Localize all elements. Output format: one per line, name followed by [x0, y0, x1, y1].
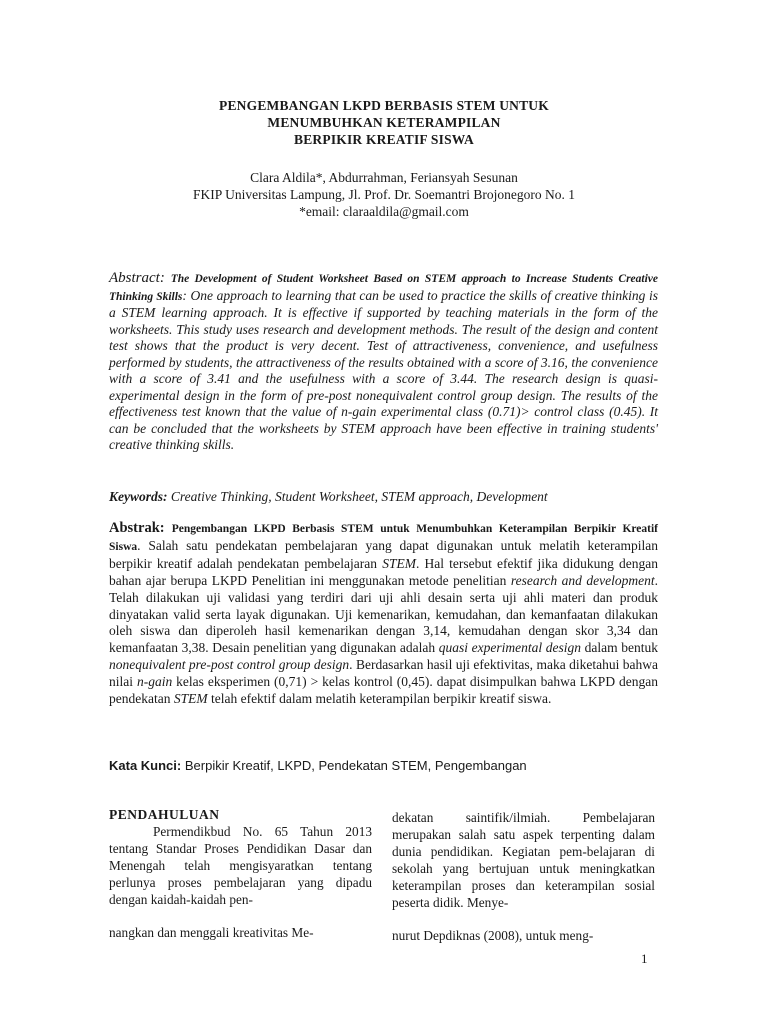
abstract-english [109, 270, 658, 454]
abstrak-quasi-design: quasi experimental design [438, 640, 581, 656]
kata-kunci-text: Berpikir Kreatif, LKPD, Pendekatan STEM, Pengembangan [184, 758, 527, 773]
abstrak-text-5: . Berdasarkan hasil uji efektivitas, maka diketahui bahwa nilai [109, 657, 658, 690]
authors: Clara Aldila*, Abdurrahman, Feriansyah Sesunan [250, 170, 518, 185]
abstract-label: Abstract: [109, 270, 165, 286]
abstrak-ngain: n-gain [136, 674, 173, 690]
email: *email: claraaldila@gmail.com [299, 204, 469, 219]
section-heading: PENDAHULUAN [109, 807, 220, 822]
abstrak-text-2: . Hal tersebut efektif jika didukung dengan bahan ajar berupa LKPD Penelitian ini menggunakan metode penelitian [109, 555, 658, 588]
abstract-title: The Development of Student Worksheet Based on STEM approach to Increase Students Creative Thinking Skills [109, 273, 659, 303]
body-paragraph-left-1: Permendikbud No. 65 Tahun 2013 tentang Standar Proses Pendidikan Dasar dan Menengah telah mengisyaratkan tentang perlunya proses pembelajaran yang dipadu dengan kaidah-kaidah pen- [109, 824, 372, 907]
keywords-indonesian [109, 757, 658, 774]
abstrak-stem-2: STEM [173, 691, 208, 707]
abstrak-text-6: kelas eksperimen (0,71) > kelas kontrol (0,45). dapat disimpulkan bahwa LKPD dengan pendekatan [109, 674, 659, 707]
abstrak-text-1: . Salah satu pendekatan pembelajaran yang dapat digunakan untuk melatih keterampilan berpikir kreatif adalah pendekatan pembelajaran [109, 537, 658, 571]
body-paragraph-right-1: dekatan saintifik/ilmiah. Pembelajaran merupakan salah satu aspek terpenting dalam dunia pendidikan. Kegiatan pem-belajaran di sekolah yang bertujuan untuk meningkatkan keterampilan proses dan keterampilan sosial peserta didik. Menye- [392, 810, 655, 910]
keywords-english [109, 488, 658, 505]
kata-kunci-label: Kata Kunci: [109, 758, 182, 773]
abstrak-stem-1: STEM [382, 555, 416, 571]
keywords-label: Keywords: [109, 489, 168, 504]
abstrak-control-design: nonequivalent pre-post control group design [109, 657, 350, 673]
column-gap [392, 911, 655, 927]
abstrak-text-4: dalam bentuk [581, 640, 658, 656]
keywords-text: Creative Thinking, Student Worksheet, STEM approach, Development [170, 489, 548, 504]
page-number: 1 [641, 951, 648, 966]
body-column-right [392, 809, 655, 944]
paper-title-line-1: PENGEMBANGAN LKPD BERBASIS STEM UNTUK [219, 98, 549, 113]
abstrak-title: Pengembangan LKPD Berbasis STEM untuk Menumbuhkan Keterampilan Berpikir Kreatif Siswa [109, 523, 658, 553]
abstract-body: : One approach to learning that can be used to practice the skills of creative thinking is a STEM learning approach. It is effective if supported by teaching materials in the form of the worksheets. This study uses research and development methods. The result of the design and content test shows that the product is very decent. Test of attractiveness, convenience, and usefulness performed by students, the attractiveness of the results obtained with a score of 3.16, the convenience with a score of 3.41 and the usefulness with a score of 3.44. The research design is quasi-experimental design in the form of pre-post nonequivalent control group design. The results of the effectiveness test known that the value of n-gain experimental class (0.71)> control class (0.45). It can be concluded that the worksheets by STEM approach have been effective in training students' creative thinking skills. [109, 287, 658, 452]
column-gap [109, 908, 372, 924]
abstrak-label: Abstrak: [109, 520, 165, 536]
body-paragraph-left-2: nangkan dan menggali kreativitas Me- [109, 925, 314, 940]
affiliation: FKIP Universitas Lampung, Jl. Prof. Dr. Soemantri Brojonegoro No. 1 [193, 187, 575, 202]
body-column-left [109, 806, 372, 941]
abstrak-rnd: research and development [510, 572, 655, 588]
paper-title-line-3: BERPIKIR KREATIF SISWA [294, 132, 474, 147]
body-paragraph-right-2: nurut Depdiknas (2008), untuk meng- [392, 928, 594, 943]
paper-title-line-2: MENUMBUHKAN KETERAMPILAN [267, 115, 501, 130]
abstrak-text-3: . Telah dilakukan uji validasi yang terdiri dari uji ahli desain serta uji ahli materi dan produk dinyatakan valid serta layak digunakan. Uji kemenarikan, kemudahan, dan kemanfaatan dilakukan oleh siswa dan diperoleh hasil kemenarikan dengan 3,14, kemudahan dengan skor 3,34 dan kemanfaatan 3,38. Desain penelitian yang digunakan adalah [109, 572, 658, 656]
abstrak-text-7: telah efektif dalam melatih keterampilan berpikir kreatif siswa. [207, 691, 552, 707]
abstract-indonesian [109, 520, 658, 708]
